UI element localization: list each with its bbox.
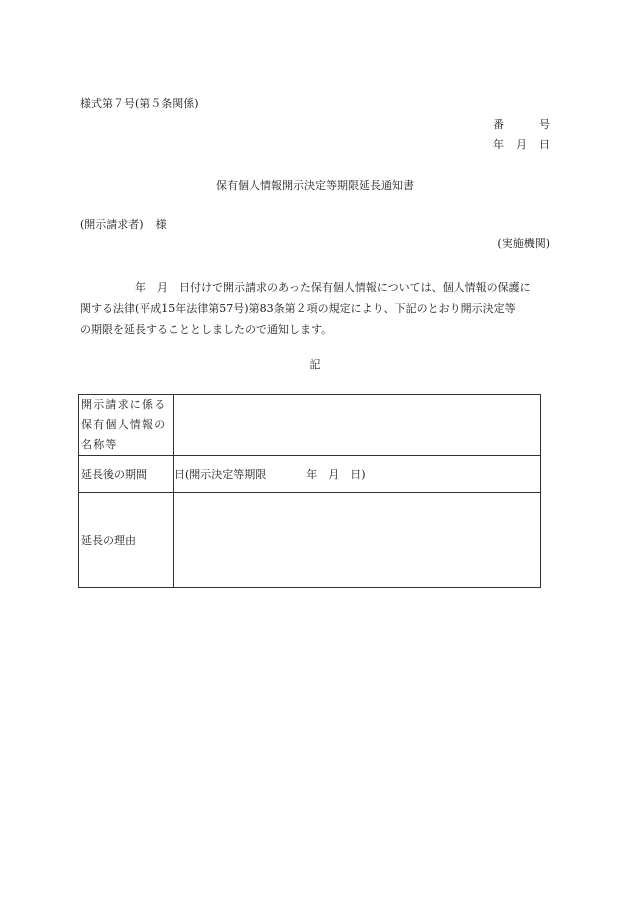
number-label: 番 xyxy=(493,118,504,131)
date-year: 年 xyxy=(493,138,504,151)
details-table xyxy=(78,394,541,588)
document-date xyxy=(493,138,550,152)
number-suffix: 号 xyxy=(539,118,550,131)
body-line: 関する法律(平成15年法律第57号)第83条第２項の規定により、下記のとおり開示決定等 xyxy=(80,302,516,315)
body-text xyxy=(80,277,551,340)
agency-name: (実施機関) xyxy=(497,237,550,250)
period-prefix: 日(開示決定等期限 xyxy=(174,468,267,481)
recipient xyxy=(80,218,167,232)
body-line: の期限を延長することとしましたので通知します。 xyxy=(80,323,333,336)
extended-period-label: 延長後の期間 xyxy=(79,456,174,493)
extension-reason-label: 延長の理由 xyxy=(79,493,174,588)
extension-reason-value xyxy=(174,493,541,588)
table-row xyxy=(79,493,541,588)
table-row xyxy=(79,456,541,493)
label-line: 名称等 xyxy=(81,438,118,451)
document-title: 保有個人情報開示決定等期限延長通知書 xyxy=(216,179,414,192)
note-heading: 記 xyxy=(309,358,321,371)
extended-period-value xyxy=(174,456,541,493)
label-line: 開示請求に係る xyxy=(81,398,167,411)
label-line: 保有個人情報の xyxy=(81,418,167,431)
body-line: 年 月 日付けで開示請求のあった保有個人情報については、個人情報の保護に xyxy=(80,281,531,294)
document-number xyxy=(493,118,550,132)
recipient-name: (開示請求者) xyxy=(80,218,144,231)
table-row xyxy=(79,395,541,456)
form-label: 様式第７号(第５条関係) xyxy=(80,97,199,110)
date-day: 日 xyxy=(539,138,550,151)
recipient-honorific: 様 xyxy=(155,218,167,231)
date-month: 月 xyxy=(516,138,527,151)
target-info-label xyxy=(79,395,174,456)
target-info-value xyxy=(174,395,541,456)
period-deadline-date: 年 月 日) xyxy=(306,468,366,481)
